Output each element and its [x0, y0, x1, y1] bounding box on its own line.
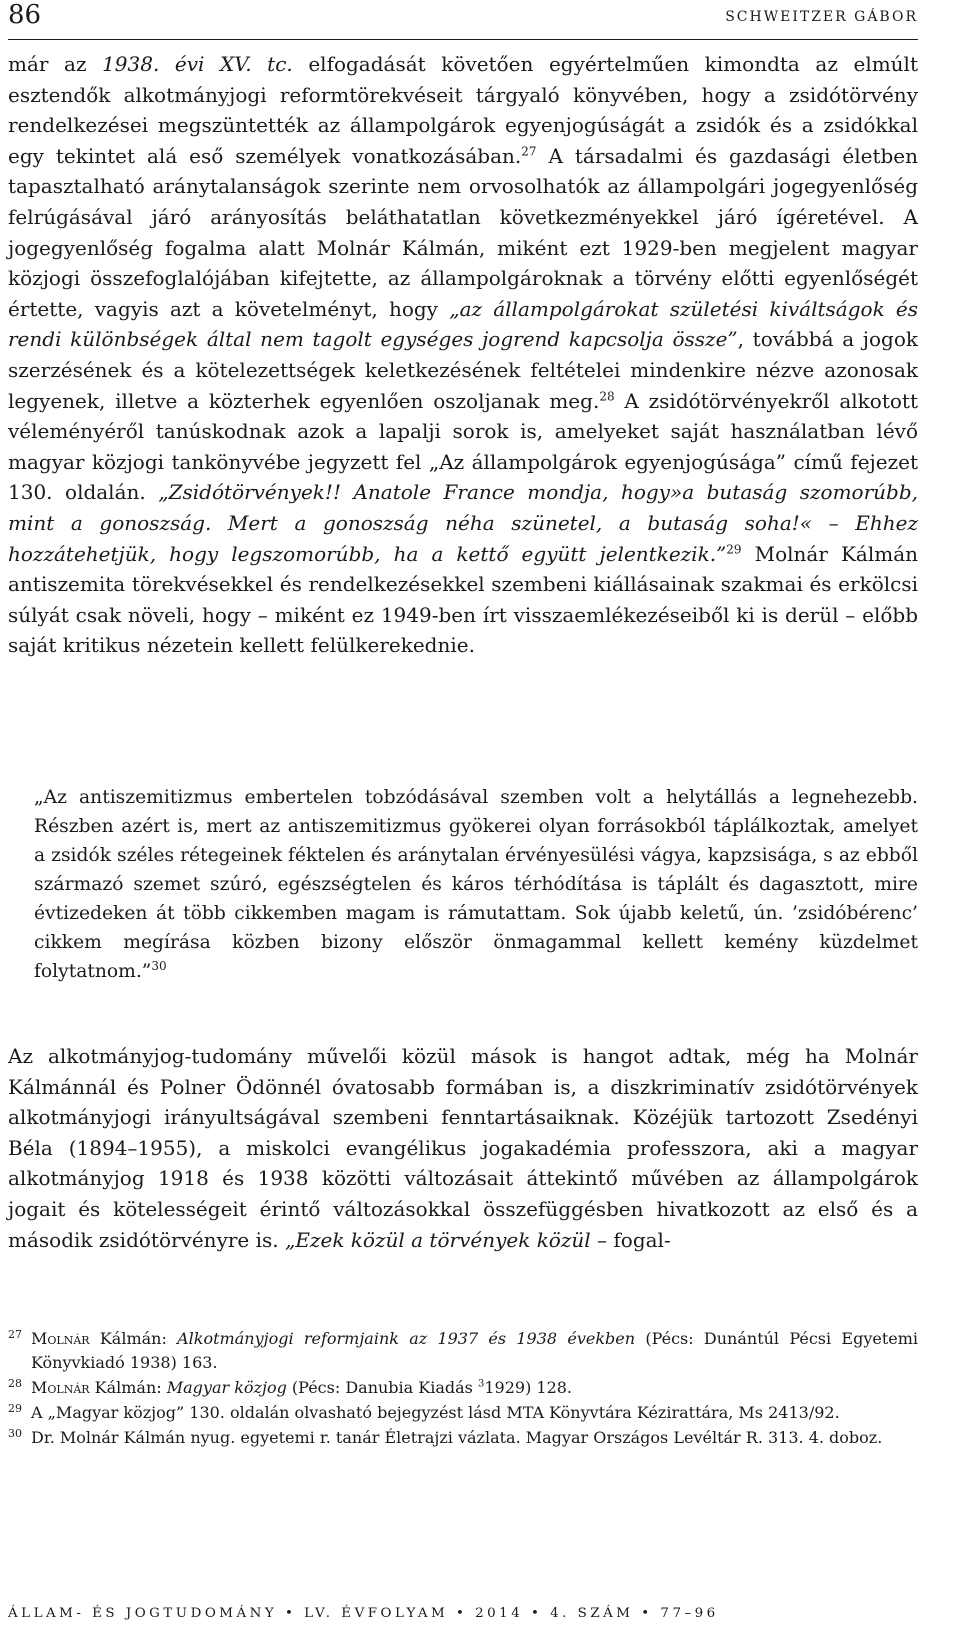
text-run: Az alkotmányjog-tudomány művelői közül mások is hangot adtak, még ha Molnár Kálmánnál és Polner Ödönnél óvatosabb formában is, a diszkriminatív zsidótörvények alkotmányjogi irányultságával szembeni fenntartásaiknak. Közéjük tartozott Zsedényi Béla (1894–1955), a miskolci evangélikus jogakadémia professzora, aki a magyar alkotmányjog 1918 és 1938 közötti változásait áttekintő művében az állampolgárok jogait és kötelességeit érintő változásokkal összefüggésben hivatkozott az első és a második zsidótörvényre is. [8, 1044, 918, 1252]
text-run: A társadalmi és gazdasági életben tapasztalható aránytalanságok szerinte nem orvosolhatók az állampolgári jogegyenlőség felrúgásával járó arányosítás beláthatatlan következményekkel járó ígéretével. A jogegyenlőség fogalma alatt Molnár Kálmán, miként ezt 1929-ben megjelent magyar közjogi összefoglalójában kifejtette, az állampolgároknak a törvény előtti egyenlőségét értette, vagyis azt a követelményt, hogy [8, 143, 918, 321]
text-run: 1929) 128. [484, 1378, 573, 1397]
footnote-number: 28 [8, 1377, 22, 1390]
footnote-30 [8, 1426, 918, 1450]
text-run: elfogadását követően egyértelműen kimondta az elmúlt esztendők alkotmányjogi reformtörekvéseit tárgyaló könyvében, hogy a zsidótörvény rendelkezései megszüntették az állampolgárok egyenjogúságát a zsidók és a zsidókkal egy tekintet alá eső személyek vonatkozásában. [8, 52, 918, 168]
footnote-ref-30[interactable]: 30 [151, 958, 167, 973]
law-citation: 1938. évi XV. tc. [102, 52, 293, 76]
footnote-text: A „Magyar közjog” 130. oldalán olvasható bejegyzést lásd MTA Könyvtára Kézirattára, Ms 2413/92. [31, 1403, 840, 1422]
footnotes [8, 1327, 918, 1451]
footnote-number: 27 [8, 1328, 22, 1341]
footnote-ref-29[interactable]: 29 [726, 541, 742, 556]
block-quote [34, 783, 918, 986]
footnote-number: 29 [8, 1402, 22, 1415]
edition-superscript: 3 [477, 1378, 485, 1390]
body-paragraph-1 [8, 49, 918, 661]
footnote-text: Dr. Molnár Kálmán nyug. egyetemi r. tanár Életrajzi vázlata. Magyar Országos Levéltár R. 313. 4. doboz. [31, 1428, 883, 1447]
footnote-author: Molnár [31, 1378, 90, 1397]
footnote-28 [8, 1376, 918, 1400]
footnote-title: Alkotmányjogi reformjaink az 1937 és 1938 években [177, 1329, 636, 1348]
block-quote-text: „Az antiszemitizmus embertelen tobzódásával szemben volt a helytállás a legnehezebb. Részben azért is, mert az antiszemitizmus gyökerei olyan forrásokból táplálkoztak, amelyet a zsidók széles rétegeinek féktelen és aránytalan érvényesülési vágya, kapzsisága, s az ebből származó szemet szúró, egészségtelen és káros térhódítása is táplált és dagasztott, mire évtizedeken át több cikkemben magam is rámutattam. Sok újabb keletű, ún. ’zsidóbérenc’ cikkem megírása közben bizony először önmagammal kellett kemény küzdelmet folytatnom.” [34, 787, 918, 982]
page-header [8, 0, 918, 40]
text-run: Kálmán: [89, 1329, 178, 1348]
text-run: Kálmán: [89, 1378, 167, 1397]
text-run: már az [8, 52, 103, 76]
running-head-author: SCHWEITZER GÁBOR [725, 9, 918, 25]
text-run: – fogal- [590, 1227, 671, 1252]
footnote-title: Magyar közjog [166, 1378, 287, 1397]
text-run: , továbbá a jogok szerzésének és a kötelezettségek keletkezésének feltételei mindenkire nézve azonosak legyenek, illetve a közterhek egyenlően oszoljanak meg. [8, 327, 919, 413]
text-run: A zsidótörvényekről alkotott véleményéről tanúskodnak azok a lapalji sorok is, amelyeket saját használatban lévő magyar közjogi tankönyvébe jegyzett fel „Az állampolgárok egyenjogúsága” című fejezet 130. oldalán. [8, 388, 918, 505]
inline-quote: „Zsidótörvények!! Anatole France mondja, hogy»a butaság szomorúbb, mint a gonoszság. Mert a gonoszság néha szünetel, a butaság soha!« – Ehhez hozzátehetjük, hogy legszomorúbb, ha a kettő együtt jelentkezik.” [8, 480, 918, 566]
footnote-29 [8, 1401, 918, 1425]
footnote-ref-27[interactable]: 27 [521, 144, 537, 159]
body-paragraph-2 [8, 1041, 918, 1255]
footnote-number: 30 [8, 1427, 22, 1440]
inline-quote: „az állampolgárokat születési kiváltságok és rendi különbségek által nem tagolt egységes jogrend kapcsolja össze” [8, 296, 919, 352]
text-run: Molnár Kálmán antiszemita törekvésekkel és rendelkezésekkel szembeni kiállásainak szakmai és erkölcsi súlyát csak növeli, hogy – miként ez 1949-ben írt visszaemlékezéseiből ki is derül – előbb saját kritikus nézetein kellett felülkerekednie. [8, 541, 919, 658]
header-rule [8, 39, 918, 40]
page-number: 86 [8, 0, 42, 30]
footnote-ref-28[interactable]: 28 [599, 388, 615, 403]
text-run: (Pécs: Danubia Kiadás [286, 1378, 478, 1397]
inline-quote: „Ezek közül a törvények közül [285, 1227, 591, 1252]
footnote-author: Molnár [31, 1329, 90, 1348]
footnote-27 [8, 1327, 918, 1375]
text-run: (Pécs: Dunántúl Pécsi Egyetemi Könyvkiadó 1938) 163. [31, 1329, 919, 1372]
journal-footer: ÁLLAM- ÉS JOGTUDOMÁNY • LV. ÉVFOLYAM • 2014 • 4. SZÁM • 77–96 [8, 1606, 719, 1621]
